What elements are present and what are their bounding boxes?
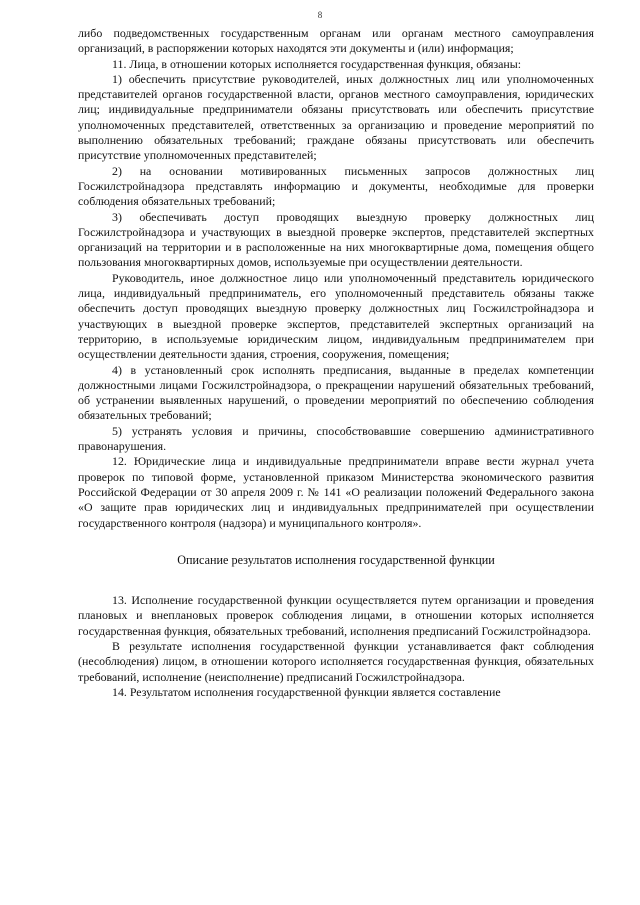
paragraph-continuation: либо подведомственных государственным органам или органам местного самоуправления организаций, в распоряжении которых находятся эти документы и (или) информация; [78,26,594,56]
paragraph-14: 14. Результатом исполнения государственной функции является составление [112,684,501,699]
paragraph-13-continued: В результате исполнения государственной функции устанавливается факт соблюдения (несоблюдения) лицом, в отношении которого исполняется государственная функция, обязательных требований, исполнение (неисполнение) предписаний Госжилстройнадзора. [78,638,594,684]
document-body [78,26,594,700]
paragraph-11-item-1: 1) обеспечить присутствие руководителей, иных должностных лиц или уполномоченных представителей органов государственной власти, органов местного самоуправления, юридических лиц; индивидуальные предприниматели обязаны присутствовать или обеспечить присутствие уполномоченных представителей, ответственных за организацию и проведение мероприятий по выполнению обязательных требований; граждане обязаны присутствовать или обеспечить присутствие уполномоченных представителей; [78,71,594,163]
paragraph-12: 12. Юридические лица и индивидуальные предприниматели вправе вести журнал учета проверок по типовой форме, установленной приказом Министерства экономического развития Российской Федерации от 30 апреля 2009 г. № 141 «О реализации положений Федерального закона «О защите прав юридических лиц и индивидуальных предпринимателей при осуществлении государственного контроля (надзора) и муниципального контроля». [78,454,594,530]
paragraph-11-item-3: 3) обеспечивать доступ проводящих выездную проверку должностных лиц Госжилстройнадзора и участвующих в выездной проверке экспертов, представителей экспертных организаций на территории и в расположенные на них многоквартирные дома, помещения общего пользования многоквартирных домов, используемые при осуществлении деятельности. [78,209,594,270]
paragraph-13: 13. Исполнение государственной функции осуществляется путем организации и проведения плановых и внеплановых проверок соблюдения лицами, в отношении которых исполняется государственная функция, обязательных требований, исполнения предписаний Госжилстройнадзора. [78,593,594,638]
paragraph-11-item-5: 5) устранять условия и причины, способствовавшие совершению административного правонарушения. [78,423,594,454]
page-number: 8 [317,10,323,20]
paragraph-11-item-4: 4) в установленный срок исполнять предписания, выданные в пределах компетенции должностными лицами Госжилстройнадзора, о прекращении нарушений обязательных требований, об устранении выявленных нарушений, о проведении мероприятий по обеспечению соблюдения обязательных требований; [78,362,594,423]
section-heading: Описание результатов исполнения государственной функции [177,552,495,567]
paragraph-11-item-3-continued: Руководитель, иное должностное лицо или уполномоченный представитель юридического лица, индивидуальный предприниматель, его уполномоченный представитель обязаны также обеспечить доступ проводящих выездную проверку должностных лиц Госжилстройнадзора и участвующих в выездной проверке экспертов, представителей экспертных организаций на территорию, в используемые юридическим лицом, индивидуальным предпринимателем при осуществлении деятельности здания, строения, сооружения, помещения; [78,270,594,362]
paragraph-11-item-2: 2) на основании мотивированных письменных запросов должностных лиц Госжилстройнадзора представлять информацию и документы, необходимые для проверки соблюдения обязательных требований; [78,163,594,209]
paragraph-11-intro: 11. Лица, в отношении которых исполняется государственная функция, обязаны: [112,56,522,71]
